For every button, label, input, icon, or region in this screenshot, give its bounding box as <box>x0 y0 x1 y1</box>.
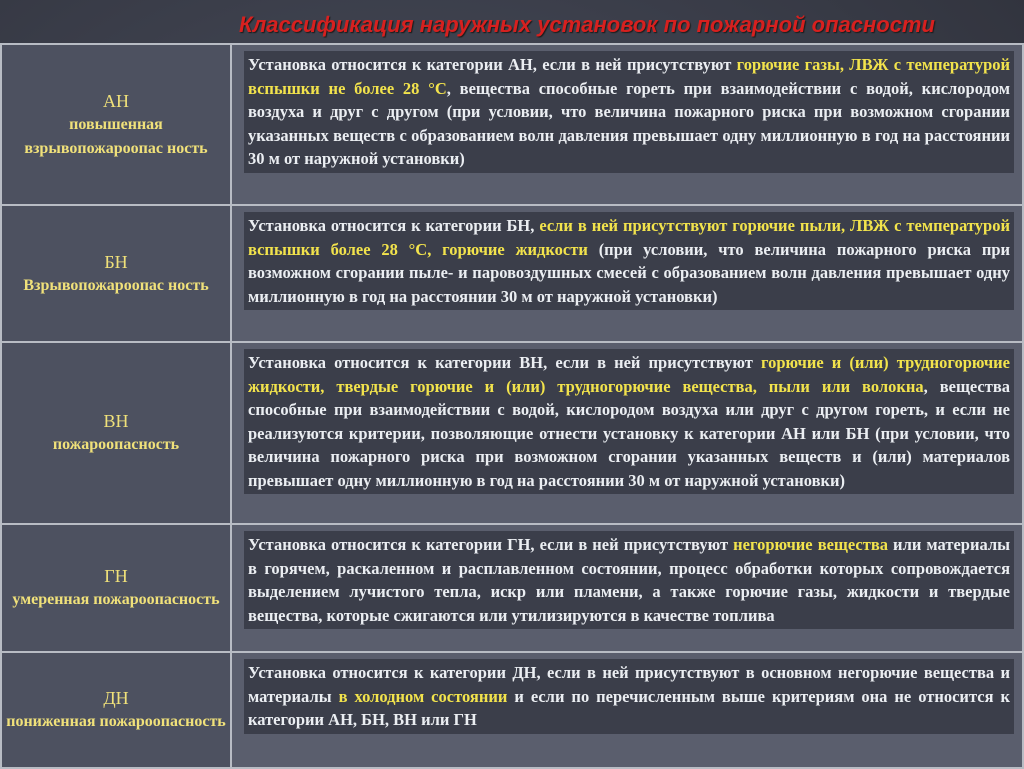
text-segment: Установка относится к категории ДН, если в ней присутствуют в основном негорючие вещества и материалы <box>248 663 1010 706</box>
category-code: БН <box>104 251 128 272</box>
table-row <box>1 524 1023 652</box>
highlighted-text: негорючие вещества <box>733 535 888 554</box>
category-name: умеренная пожароопасность <box>12 591 220 608</box>
description-cell <box>231 524 1023 652</box>
category-code: ВН <box>103 411 129 431</box>
description-cell <box>231 652 1023 768</box>
text-segment: Установка относится к категории ВН, если в ней присутствуют <box>248 353 762 372</box>
text-segment: Установка относится к категории ГН, если в ней присутствуют <box>248 535 734 554</box>
description-cell <box>231 205 1023 342</box>
category-cell <box>1 524 231 652</box>
text-segment: и если по перечисленным выше критериям она не относится к категории АН, БН, ВН или ГН <box>248 686 1010 729</box>
category-cell <box>1 652 231 768</box>
category-cell <box>1 342 231 524</box>
slide-title: Классификация наружных установок по пожарной опасности <box>239 12 935 37</box>
category-description <box>244 659 1014 734</box>
table-row <box>1 44 1023 205</box>
description-cell <box>231 44 1023 205</box>
category-cell <box>1 44 231 205</box>
highlighted-text: если в ней присутствуют горючие пыли, ЛВЖ с температурой вспышки более 28 °С, горючие жидкости <box>248 216 1010 259</box>
text-segment: Установка относится к категории АН, если в ней присутствуют <box>248 55 737 74</box>
text-segment: (при условии, что величина пожарного риска при возможном сгорании пыле- и паровоздушных смесей с образованием волн давления превышает одну миллионную в год на расстоянии 30 м от наружной установки) <box>248 239 1011 306</box>
description-cell <box>231 342 1023 524</box>
text-segment: или материалы в горячем, раскаленном и расплавленном состоянии, процесс обработки которых сопровождается выделением лучистого тепла, искр или пламени, а также горючие газы, жидкости и твердые вещества, которые сжигаются или утилизируются в качестве топлива <box>248 535 1011 625</box>
text-segment: , вещества способные гореть при взаимодействии с водой, кислородом воздуха и друг с другом (при условии, что величина пожарного риска при возможном сгорании указанных веществ с образованием волн давления превышает одну миллионную в год на расстоянии 30 м от наружной установки) <box>248 78 1010 168</box>
highlighted-text: горючие газы, ЛВЖ с температурой вспышки не более 28 °С <box>248 55 1010 98</box>
category-name: пожароопасность <box>52 436 180 453</box>
category-description <box>244 212 1014 310</box>
category-code: ДН <box>103 688 129 708</box>
text-segment: Установка относится к категории БН, <box>248 216 540 235</box>
table-row <box>1 205 1023 342</box>
category-cell <box>1 205 231 342</box>
table-row <box>1 342 1023 524</box>
category-description <box>244 51 1014 173</box>
category-name: Взрывопожароопас ность <box>23 276 209 294</box>
highlighted-text: в холодном состоянии <box>338 686 508 706</box>
category-name: повышенная взрывопожароопас ность <box>24 115 208 157</box>
text-segment: , вещества способные при взаимодействии с водой, кислородом воздуха или друг с другом гореть, и если не реализуются критерии, позволяющие отнести установку к категории АН или БН (при условии, что величина пожарного риска при возможном сгорании указанных веществ и (или) материалов превышает одну миллионную в год на расстоянии 30 м от наружной установки) <box>248 376 1011 490</box>
category-description <box>244 349 1014 494</box>
category-description <box>244 531 1014 629</box>
category-name: пониженная пожароопасность <box>6 713 226 730</box>
category-code: АН <box>103 90 129 111</box>
highlighted-text: горючие и (или) трудногорючие жидкости, твердые горючие и (или) трудногорючие вещества, пыли или волокна <box>248 353 1010 396</box>
table-row <box>1 652 1023 768</box>
category-code: ГН <box>104 566 128 586</box>
classification-table <box>0 43 1024 769</box>
